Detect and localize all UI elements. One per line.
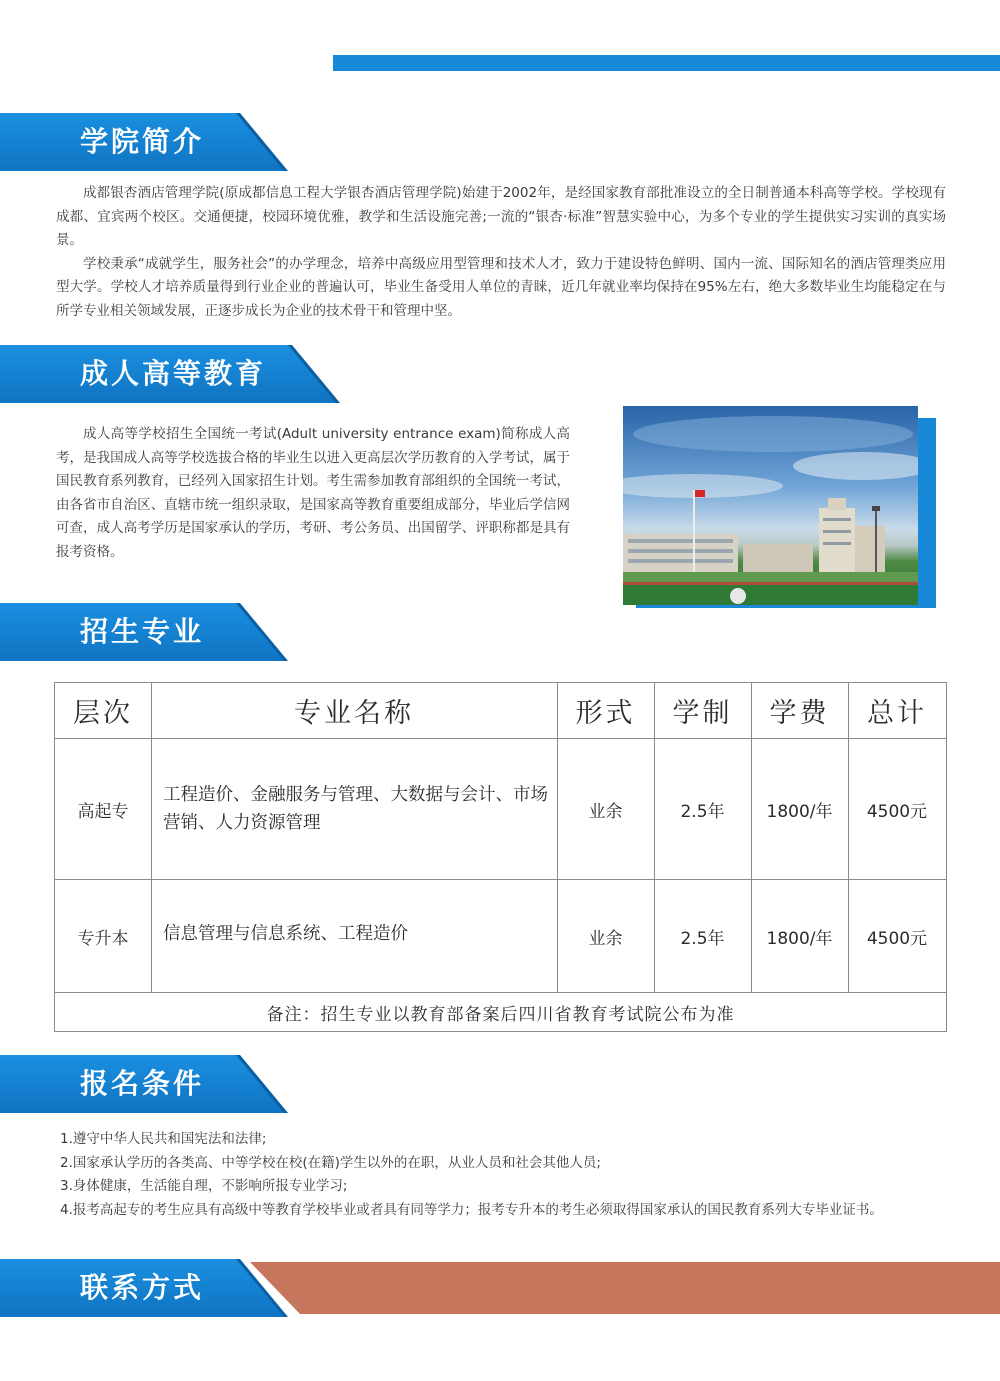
section-header-adult-education	[0, 345, 340, 403]
requirement-item: 2.国家承认学历的各类高、中等学校在校(在籍)学生以外的在职，从业人员和社会其他人员;	[60, 1154, 601, 1171]
section-title: 报名条件	[80, 1067, 205, 1100]
grid-line	[55, 879, 946, 880]
adult-education-paragraph: 成人高等学校招生全国统一考试(Adult university entrance exam)简称成人高考，是我国成人高等学校选拔合格的毕业生以进入更高层次学历教育的入学考试，属于国民教育系列教育，已经列入国家招生计划。考生需参加教育部组织的全国统一考试，由各省市自治区、直辖市统一组织录取，是国家高等教育重要组成部分，毕业后学信网可查，成人高考学历是国家承认的学历，考研、考公务员、出国留学、评职称都是具有报考资格。	[56, 426, 570, 560]
adult-education-text	[56, 423, 570, 564]
section-header-majors	[0, 603, 288, 661]
header-form: 形式	[575, 698, 636, 729]
grid-line	[151, 683, 152, 992]
row1-form: 业余	[588, 801, 623, 822]
header-fee: 学费	[769, 698, 830, 729]
grid-line	[654, 683, 655, 992]
row1-duration: 2.5年	[680, 801, 725, 822]
campus-illustration	[623, 406, 918, 605]
intro-text	[56, 182, 946, 323]
grid-line	[55, 738, 946, 739]
section-title: 联系方式	[80, 1271, 205, 1304]
section-header-intro	[0, 113, 288, 171]
top-accent-bar	[333, 55, 1000, 71]
section-title: 成人高等教育	[80, 357, 267, 390]
row2-form: 业余	[588, 928, 623, 949]
majors-table	[54, 682, 947, 1032]
row2-level: 专升本	[77, 928, 129, 949]
row2-majors: 信息管理与信息系统、工程造价	[163, 924, 408, 944]
row1-fee: 1800/年	[766, 801, 833, 822]
grid-line	[751, 683, 752, 992]
campus-photo	[623, 406, 918, 605]
requirement-item: 1.遵守中华人民共和国宪法和法律;	[60, 1131, 267, 1147]
section-header-requirements	[0, 1055, 288, 1113]
row1-level: 高起专	[77, 801, 129, 822]
header-major-name: 专业名称	[294, 698, 414, 729]
section-title: 学院简介	[80, 125, 205, 158]
section-title: 招生专业	[80, 615, 205, 648]
requirement-item: 3.身体健康，生活能自理，不影响所报专业学习;	[60, 1178, 348, 1194]
grid-line	[55, 992, 946, 993]
requirements-list	[60, 1128, 910, 1222]
grid-line	[848, 683, 849, 992]
section-header-contact	[0, 1259, 288, 1317]
row2-duration: 2.5年	[680, 928, 725, 949]
row2-fee: 1800/年	[766, 928, 833, 949]
grid-line	[557, 683, 558, 992]
header-level: 层次	[73, 698, 133, 729]
row1-majors: 工程造价、金融服务与管理、大数据与会计、市场营销、人力资源管理	[163, 785, 548, 833]
intro-paragraph-2: 学校秉承“成就学生，服务社会”的办学理念，培养中高级应用型管理和技术人才，致力于建设特色鲜明、国内一流、国际知名的酒店管理类应用型大学。学校人才培养质量得到行业企业的普遍认可，毕业生备受用人单位的青睐，近几年就业率均保持在95%左右，绝大多数毕业生均能稳定在与所学专业相关领域发展，正逐步成长为企业的技术骨干和管理中坚。	[56, 255, 946, 319]
requirement-item: 4.报考高起专的考生应具有高级中等教育学校毕业或者具有同等学力；报考专升本的考生必须取得国家承认的国民教育系列大专毕业证书。	[60, 1201, 883, 1218]
header-total: 总计	[867, 698, 927, 729]
contact-band	[250, 1262, 1000, 1314]
row1-total: 4500元	[866, 801, 928, 822]
header-duration: 学制	[672, 698, 733, 729]
table-note: 备注：招生专业以教育部备案后四川省教育考试院公布为准	[266, 1004, 735, 1025]
intro-paragraph-1: 成都银杏酒店管理学院(原成都信息工程大学银杏酒店管理学院)始建于2002年，是经国家教育部批准设立的全日制普通本科高等学校。学校现有成都、宜宾两个校区。交通便捷，校园环境优雅，教学和生活设施完善;一流的“银杏·标准”智慧实验中心，为多个专业的学生提供实习实训的真实场景。	[56, 185, 946, 248]
row2-total: 4500元	[866, 928, 928, 949]
